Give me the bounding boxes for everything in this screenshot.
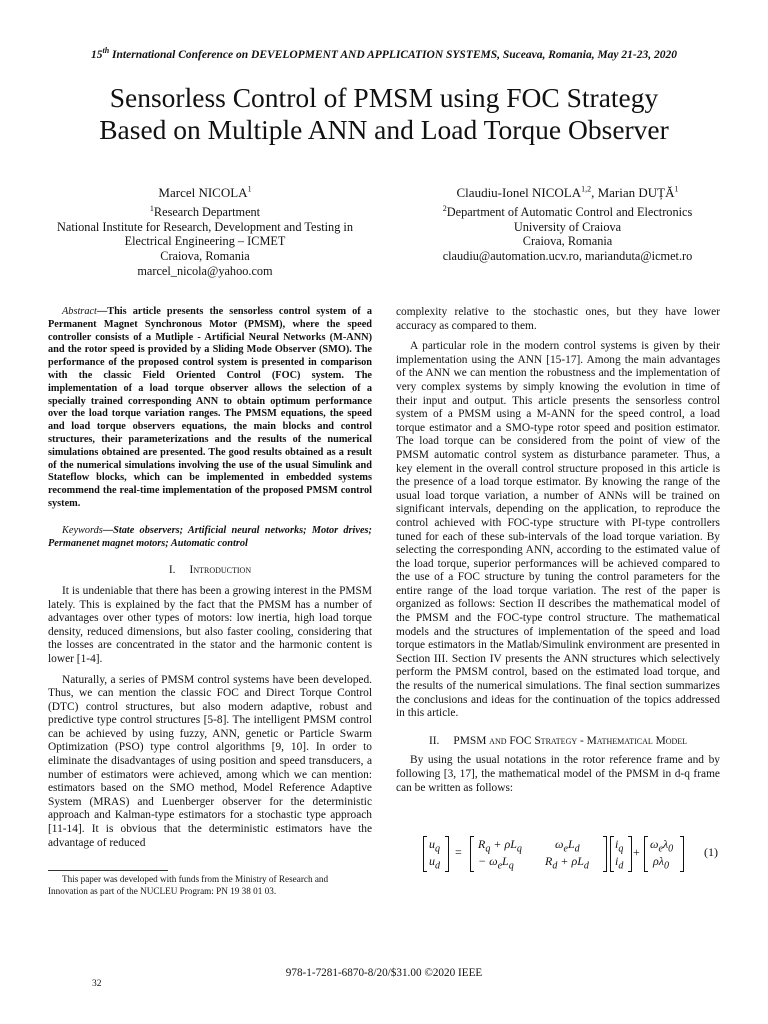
copyright-footer: 978-1-7281-6870-8/20/$31.00 ©2020 IEEE	[285, 967, 483, 979]
page-number: 32	[92, 979, 102, 989]
section-heading-introduction: I. Introduction	[168, 564, 252, 577]
keywords: Keywords—State observers; Artificial neural networks; Motor drives; Permanenet magnet motors; Automatic control	[48, 524, 372, 549]
equation-1: $u_q$ $u_d$ = $R_q + \rho L_q$ $\omega_eL_d$ − $\omega_eL_q$ $R_d + \rho L_d$ $i_q$ $i_d$ + $\omega_e\lambda_0$ $\rho\lambda_0$ (1)	[420, 834, 730, 874]
author-email[interactable]: marcel_nicola@yahoo.com	[137, 263, 273, 278]
equation-number: (1)	[704, 845, 718, 859]
section-heading-2: II. PMSM and FOC Strategy - Mathematical Model	[428, 734, 688, 747]
right-paragraph-1: A particular role in the modern control systems is given by their implementation using the ANN [15-17]. Among the main advantages of the ANN we can mention the robustness and the implementation of very complex systems by simply knowing the evolution in time of their input and output. This article presents the sensorless control system of a PMSM using a M-ANN for the speed control, a load torque estimator and a SMO-type rotor speed and position estimator. The load torque can be considered from the point of view of the PMSM automatic control system as disturbance parameter. Thus, a key element in the overall control structure proposed in this article is the presence of a load torque estimator. By knowing the range of the usual load torque variation, a number of ANNs will be trained on significant intervals, depending on the application, to reproduce the control achieved with FOC-type structure with PI-type controllers tuned for each of these sub-intervals of the load torque variation. By selecting the corresponding ANN, according to the estimated value of the load torque, superior performances will be achieved compared to the use of a FOC structure by tuning the control parameters for the entire range of the load torque variation. The rest of the paper is organized as follows: Section II describes the mathematical model of the PMSM and the FOC-type control structure. The mathematical models and the structures of implementation of the speed and load torque estimators in the Matlab/Simulink environment are presented in Section III. Section IV presents the ANN structures which selectively perform the PMSM control, based on the estimated load torque, and the results of the numerical simulations. The final section summarizes the conclusions and ideas for the continuation of the topics addressed in this article.	[396, 340, 720, 720]
conference-header: 15th International Conference on DEVELOPMENT AND APPLICATION SYSTEMS, Suceava, Romania, May 21-23, 2020	[91, 46, 677, 61]
paper-title	[0, 82, 768, 146]
section2-paragraph-1: By using the usual notations in the rotor reference frame and by following [3, 17], the mathematical model of the PMSM in d-q frame can be written as follows:	[396, 754, 720, 794]
author-email[interactable]: claudiu@automation.ucv.ro, marianduta@icmet.ro	[442, 249, 693, 264]
author-names: Claudiu-Ionel NICOLA$^{1,2}$, Marian DUȚĂ$^1$	[456, 184, 679, 200]
abstract	[48, 306, 372, 511]
affiliation-city: Craiova, Romania	[160, 249, 250, 264]
abstract-body: —This article presents the sensorless control system of a Permanent Magnet Synchronous Motor (PMSM), where the speed controller consists of a Mutliple - Artificial Neural Networks (M-ANN) and the rotor speed is provided by a Sliding Mode Observer (SMO). The performance of the proposed control system is presented in comparison with the classic Field Oriented Control (FOC) system. The implementation of a load torque observer allows the selection of a specially trained corresponding ANN to obtain optimum performance over the load torque variation ranges. The PMSM equations, the speed and load torque observers equations, the main blocks and control structures, their parameterizations and the results of the numerical simulations obtained are presented. The good results obtained as a result of the numerical simulations involving the use of the usual Simulink and Stateflow blocks, which can be implemented in embedded systems recommend the real-time implementation of the proposed PMSM control system.	[48, 306, 372, 509]
affiliation-inst: University of Craiova	[513, 219, 622, 234]
abstract-lead: Abstract	[62, 306, 97, 317]
affiliation-city: Craiova, Romania	[522, 234, 613, 249]
left-column	[48, 306, 372, 850]
affiliation-dept: $^2$Department of Automatic Control and Electronics	[442, 203, 693, 219]
right-paragraph-cont: complexity relative to the stochastic ones, but they have lower accuracy as compared to them.	[396, 306, 720, 332]
title-line-2: Based on Multiple ANN and Load Torque Observer	[99, 114, 669, 145]
author-block-right	[395, 186, 740, 264]
author-block-left	[40, 186, 370, 279]
intro-paragraph-1: It is undeniable that there has been a growing interest in the PMSM lately. This is explained by the fact that the PMSM has a number of advantages over other types of motors: low inertia, high load torque density, reduced dimensions, but also faster cooling, considering that the losses are concentrated in the stator and the harmonic content is lower [1-4].	[48, 584, 372, 665]
author-name: Marcel NICOLA$^1$	[158, 184, 252, 200]
affiliation-inst-2: Electrical Engineering – ICMET	[124, 234, 286, 249]
footnote-rule	[48, 870, 168, 871]
affiliation-inst: National Institute for Research, Development and Testing in	[56, 219, 353, 234]
affiliation-dept: $^1$Research Department	[149, 203, 261, 219]
right-column	[396, 306, 720, 795]
title-line-1: Sensorless Control of PMSM using FOC Strategy	[109, 82, 659, 113]
intro-paragraph-2: Naturally, a series of PMSM control systems have been developed. Thus, we can mention the classic FOC and Direct Torque Control (DTC) control structures, but also modern adaptive, robust and predictive type control structures [5-8]. The intelligent PMSM control can be achieved by using fuzzy, ANN, genetic or Particle Swarm Optimization (PSO) type control algorithms [9, 10]. In order to eliminate the disadvantages of using position and speed transducers, a number of estimators were achieved, among which we can mention: estimators based on the SMO method, Model Reference Adaptive System (MRAS) and Luenberger observer for the deterministic approach and Kalman-type estimators for a stochastic type approach [11-14]. It is obvious that the deterministic estimators have the advantage of reduced	[48, 673, 372, 849]
footnote: This paper was developed with funds from the Ministry of Research and Innovation as part of the NUCLEU Program: PN 19 38 01 03.	[48, 874, 329, 896]
